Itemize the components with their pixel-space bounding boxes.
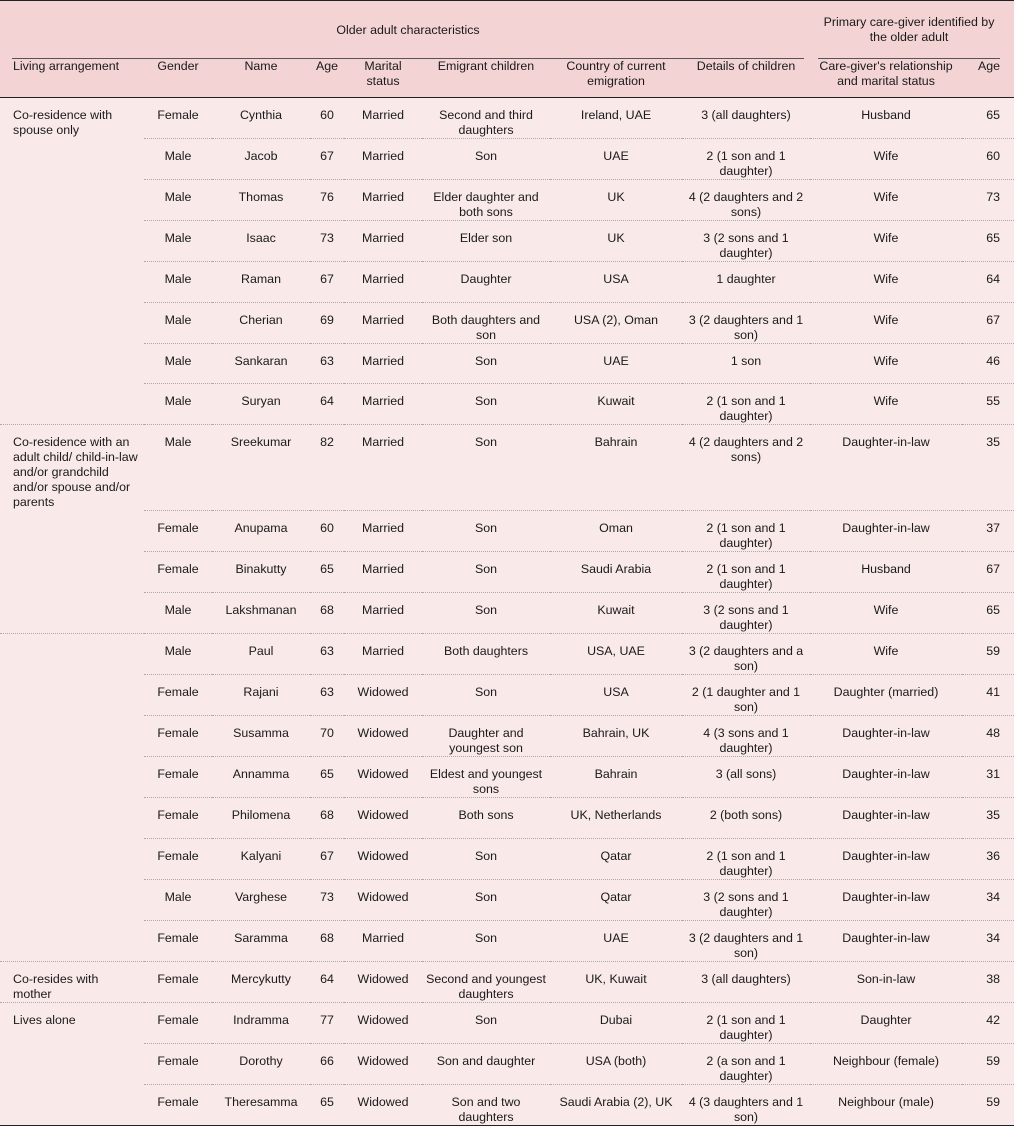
cell-details-children: 2 (1 son and 1 daughter) <box>682 1002 810 1043</box>
cell-country: USA <box>550 674 682 715</box>
cell-gender: Female <box>144 551 212 592</box>
cell-name: Varghese <box>212 879 310 920</box>
cell-gender: Female <box>144 797 212 838</box>
col-country: Country of current emigration <box>550 59 682 98</box>
cell-name: Rajani <box>212 674 310 715</box>
table-row <box>0 715 1014 756</box>
table-row <box>0 384 1014 425</box>
cell-caregiver-age: 73 <box>962 180 1014 221</box>
cell-caregiver-age: 59 <box>962 1084 1014 1125</box>
cell-age: 65 <box>310 756 344 797</box>
table-row <box>0 961 1014 1002</box>
cell-caregiver-age: 36 <box>962 838 1014 879</box>
cell-details-children: 4 (3 daughters and 1 son) <box>682 1084 810 1125</box>
table-row <box>0 425 1014 511</box>
cell-name: Annamma <box>212 756 310 797</box>
cell-emigrant-children: Son <box>422 592 550 633</box>
cell-caregiver-relationship: Daughter-in-law <box>810 838 962 879</box>
cell-caregiver-age: 67 <box>962 302 1014 343</box>
cell-caregiver-relationship: Daughter-in-law <box>810 879 962 920</box>
cell-age: 63 <box>310 633 344 674</box>
cell-country: Ireland, UAE <box>580 108 652 122</box>
cell-gender: Male <box>144 302 212 343</box>
cell-age: 67 <box>310 262 344 303</box>
cell-details-children: 4 (2 daughters and 2 sons) <box>682 425 810 511</box>
col-caregiver-age: Age <box>962 59 1014 98</box>
cell-caregiver-age: 65 <box>962 221 1014 262</box>
cell-caregiver-relationship: Daughter-in-law <box>810 715 962 756</box>
cell-age: 65 <box>310 551 344 592</box>
cell-gender: Male <box>144 180 212 221</box>
cell-marital-status: Widowed <box>344 1043 422 1084</box>
cell-living-arrangement <box>0 633 144 674</box>
cell-name: Sankaran <box>212 343 310 384</box>
cell-living-arrangement: Co-residence with an adult child/ child-in-law and/or grandchild and/or spouse and/or parents <box>0 425 144 511</box>
cell-details-children: 3 (all sons) <box>682 756 810 797</box>
cell-details-children: 2 (a son and 1 daughter) <box>682 1043 810 1084</box>
cell-living-arrangement <box>0 1084 144 1125</box>
cell-gender: Female <box>144 510 212 551</box>
cell-gender: Male <box>144 633 212 674</box>
cell-age: 63 <box>310 343 344 384</box>
cell-name: Jacob <box>212 139 310 180</box>
cell-name: Saramma <box>212 920 310 961</box>
table-row <box>0 920 1014 961</box>
cell-living-arrangement <box>0 756 144 797</box>
cell-emigrant-children: Son <box>422 343 550 384</box>
cell-living-arrangement <box>0 838 144 879</box>
table-row <box>0 98 1014 139</box>
cell-country: Qatar <box>550 879 682 920</box>
col-gender: Gender <box>144 59 212 98</box>
cell-country: Oman <box>550 510 682 551</box>
col-name: Name <box>212 59 310 98</box>
cell-caregiver-age: 65 <box>962 592 1014 633</box>
cell-details-children: 2 (1 son and 1 daughter) <box>682 384 810 425</box>
cell-emigrant-children: Both sons <box>422 797 550 838</box>
cell-caregiver-age: 35 <box>962 797 1014 838</box>
cell-living-arrangement <box>0 592 144 633</box>
cell-caregiver-age: 35 <box>962 425 1014 511</box>
cell-marital-status: Widowed <box>344 715 422 756</box>
cell-country: Saudi Arabia (2), UK <box>550 1084 682 1125</box>
cell-details-children: 1 son <box>682 343 810 384</box>
cell-living-arrangement <box>0 139 144 180</box>
cell-living-arrangement: Lives alone <box>0 1002 144 1043</box>
cell-age: 60 <box>310 510 344 551</box>
cell-marital-status: Married <box>344 302 422 343</box>
cell-country: USA <box>550 262 682 303</box>
cell-living-arrangement <box>0 262 144 303</box>
cell-caregiver-age: 46 <box>962 343 1014 384</box>
cell-caregiver-age: 34 <box>962 879 1014 920</box>
cell-gender: Male <box>144 343 212 384</box>
cell-details-children: 3 (2 daughters and 1 son) <box>682 920 810 961</box>
cell-caregiver-age: 59 <box>962 633 1014 674</box>
cell-caregiver-age: 31 <box>962 756 1014 797</box>
cell-caregiver-age: 60 <box>962 139 1014 180</box>
cell-gender: Female <box>144 838 212 879</box>
cell-emigrant-children: Elder son <box>422 221 550 262</box>
cell-details-children: 2 (1 son and 1 daughter) <box>682 838 810 879</box>
table-row <box>0 139 1014 180</box>
cell-age: 73 <box>310 221 344 262</box>
cell-name: Susamma <box>212 715 310 756</box>
cell-gender: Female <box>144 961 212 1002</box>
cell-name: Philomena <box>212 797 310 838</box>
cell-gender: Female <box>144 756 212 797</box>
cell-marital-status: Married <box>344 551 422 592</box>
cell-name: Suryan <box>212 384 310 425</box>
table-row <box>0 879 1014 920</box>
cell-living-arrangement <box>0 510 144 551</box>
cell-age: 69 <box>310 302 344 343</box>
cell-gender: Female <box>144 1002 212 1043</box>
cell-country: Saudi Arabia <box>550 551 682 592</box>
col-age: Age <box>310 59 344 98</box>
cell-caregiver-relationship: Daughter-in-law <box>810 920 962 961</box>
cell-name: Lakshmanan <box>212 592 310 633</box>
cell-caregiver-relationship: Son-in-law <box>810 961 962 1002</box>
cell-age: 66 <box>310 1043 344 1084</box>
cell-marital-status: Widowed <box>344 961 422 1002</box>
cell-country: UK, Netherlands <box>550 797 682 838</box>
group-header-row <box>0 1 1014 60</box>
cell-marital-status: Married <box>344 180 422 221</box>
cell-caregiver-relationship: Neighbour (female) <box>810 1043 962 1084</box>
cell-marital-status: Married <box>344 510 422 551</box>
cell-details-children: 3 (2 daughters and a son) <box>682 633 810 674</box>
cell-details-children: 2 (1 son and 1 daughter) <box>682 139 810 180</box>
cell-name: Sreekumar <box>212 425 310 511</box>
table-row <box>0 221 1014 262</box>
cell-name: Kalyani <box>212 838 310 879</box>
cell-living-arrangement <box>0 674 144 715</box>
cell-gender: Male <box>144 592 212 633</box>
cell-caregiver-relationship: Daughter-in-law <box>810 756 962 797</box>
cell-marital-status: Married <box>362 108 404 122</box>
cell-gender: Female <box>157 108 199 122</box>
cell-gender: Female <box>144 920 212 961</box>
cell-name: Indramma <box>212 1002 310 1043</box>
cell-emigrant-children: Son <box>422 1002 550 1043</box>
cell-age: 64 <box>310 384 344 425</box>
cell-country: Kuwait <box>550 384 682 425</box>
cell-marital-status: Married <box>344 425 422 511</box>
cell-name: Cynthia <box>239 108 282 122</box>
cell-marital-status: Married <box>344 633 422 674</box>
cell-country: UAE <box>550 343 682 384</box>
col-emigrant-children: Emigrant children <box>422 59 550 98</box>
cell-living-arrangement <box>0 715 144 756</box>
cell-caregiver-age: 55 <box>962 384 1014 425</box>
cell-caregiver-relationship: Husband <box>810 551 962 592</box>
cell-gender: Female <box>144 1043 212 1084</box>
col-marital-status: Marital status <box>344 59 422 98</box>
column-header-row <box>0 59 1014 98</box>
cell-living-arrangement <box>0 302 144 343</box>
cell-caregiver-relationship: Wife <box>810 139 962 180</box>
col-living-arrangement: Living arrangement <box>0 59 144 98</box>
cell-name: Paul <box>212 633 310 674</box>
cell-living-arrangement <box>0 1043 144 1084</box>
cell-country: UK <box>550 180 682 221</box>
cell-caregiver-relationship: Daughter-in-law <box>810 510 962 551</box>
cell-emigrant-children: Second and third daughters <box>439 108 533 137</box>
cell-emigrant-children: Son <box>422 838 550 879</box>
group-header-left: Older adult characteristics <box>12 1 804 59</box>
cell-caregiver-relationship: Wife <box>810 384 962 425</box>
cell-emigrant-children: Son <box>422 879 550 920</box>
cell-caregiver-age: 64 <box>962 262 1014 303</box>
cell-gender: Male <box>144 384 212 425</box>
cell-caregiver-age: 37 <box>962 510 1014 551</box>
cell-country: Bahrain <box>550 756 682 797</box>
table-row <box>0 797 1014 838</box>
cell-emigrant-children: Second and youngest daughters <box>422 961 550 1002</box>
cell-gender: Male <box>144 262 212 303</box>
cell-caregiver-relationship: Wife <box>810 262 962 303</box>
cell-age: 73 <box>310 879 344 920</box>
cell-details-children: 3 (2 daughters and 1 son) <box>682 302 810 343</box>
cell-country: Bahrain, UK <box>550 715 682 756</box>
table-row <box>0 592 1014 633</box>
cell-name: Isaac <box>212 221 310 262</box>
cell-age: 77 <box>310 1002 344 1043</box>
cell-gender: Male <box>144 879 212 920</box>
table-row <box>0 262 1014 303</box>
cell-country: UAE <box>550 139 682 180</box>
cell-living-arrangement <box>0 384 144 425</box>
cell-gender: Female <box>144 674 212 715</box>
table-row <box>0 180 1014 221</box>
table-row <box>0 674 1014 715</box>
cell-marital-status: Widowed <box>344 838 422 879</box>
cell-marital-status: Widowed <box>344 1002 422 1043</box>
cell-marital-status: Married <box>344 262 422 303</box>
cell-age: 64 <box>310 961 344 1002</box>
table-row <box>0 551 1014 592</box>
cell-name: Theresamma <box>212 1084 310 1125</box>
cell-gender: Male <box>144 139 212 180</box>
cell-marital-status: Married <box>344 920 422 961</box>
cell-name: Cherian <box>212 302 310 343</box>
cell-name: Binakutty <box>212 551 310 592</box>
cell-living-arrangement <box>0 920 144 961</box>
cell-caregiver-age: 41 <box>962 674 1014 715</box>
cell-emigrant-children: Daughter <box>422 262 550 303</box>
cell-name: Dorothy <box>212 1043 310 1084</box>
cell-caregiver-age: 42 <box>962 1002 1014 1043</box>
cell-details-children: 2 (1 son and 1 daughter) <box>682 510 810 551</box>
cell-emigrant-children: Eldest and youngest sons <box>422 756 550 797</box>
table-body <box>0 98 1014 1126</box>
cell-marital-status: Widowed <box>344 797 422 838</box>
cell-emigrant-children: Son and two daughters <box>422 1084 550 1125</box>
cell-living-arrangement: Co-resides with mother <box>0 961 144 1002</box>
cell-marital-status: Married <box>344 592 422 633</box>
cell-caregiver-relationship: Wife <box>810 343 962 384</box>
cell-emigrant-children: Son <box>422 139 550 180</box>
cell-age: 67 <box>310 139 344 180</box>
cell-age: 65 <box>310 1084 344 1125</box>
cell-emigrant-children: Elder daughter and both sons <box>422 180 550 221</box>
cell-marital-status: Married <box>344 343 422 384</box>
cell-living-arrangement <box>0 343 144 384</box>
cell-age: 60 <box>320 108 334 122</box>
cell-marital-status: Married <box>344 221 422 262</box>
cell-age: 63 <box>310 674 344 715</box>
cell-marital-status: Married <box>344 384 422 425</box>
cell-caregiver-age: 59 <box>962 1043 1014 1084</box>
cell-caregiver-relationship: Daughter-in-law <box>810 797 962 838</box>
table-row <box>0 1084 1014 1125</box>
cell-country: Kuwait <box>550 592 682 633</box>
cell-country: Bahrain <box>550 425 682 511</box>
cell-details-children: 3 (all daughters) <box>682 961 810 1002</box>
cell-emigrant-children: Son <box>422 510 550 551</box>
cell-details-children: 3 (2 sons and 1 daughter) <box>682 879 810 920</box>
cell-gender: Male <box>144 425 212 511</box>
cell-age: 70 <box>310 715 344 756</box>
cell-details-children: 3 (all daughters) <box>701 108 791 122</box>
cell-gender: Female <box>144 715 212 756</box>
table-row <box>0 343 1014 384</box>
cell-living-arrangement <box>0 221 144 262</box>
group-header-right: Primary care-giver identified by the older adult <box>818 1 1000 59</box>
cell-country: Dubai <box>550 1002 682 1043</box>
cell-details-children: 3 (2 sons and 1 daughter) <box>682 221 810 262</box>
cell-country: USA, UAE <box>550 633 682 674</box>
cell-emigrant-children: Son <box>422 425 550 511</box>
cell-living-arrangement: Co-residence with spouse only <box>13 108 113 137</box>
cell-country: UK <box>550 221 682 262</box>
cell-caregiver-relationship: Daughter <box>810 1002 962 1043</box>
cell-name: Thomas <box>212 180 310 221</box>
cell-emigrant-children: Son and daughter <box>422 1043 550 1084</box>
cell-age: 68 <box>310 592 344 633</box>
cell-gender: Female <box>144 1084 212 1125</box>
cell-caregiver-relationship: Husband <box>861 108 911 122</box>
cell-country: USA (2), Oman <box>550 302 682 343</box>
cell-gender: Male <box>144 221 212 262</box>
cell-caregiver-age: 34 <box>962 920 1014 961</box>
cell-age: 82 <box>310 425 344 511</box>
cell-caregiver-relationship: Wife <box>810 221 962 262</box>
cell-country: UK, Kuwait <box>550 961 682 1002</box>
cell-living-arrangement <box>0 180 144 221</box>
cell-living-arrangement <box>0 797 144 838</box>
cell-caregiver-relationship: Wife <box>810 592 962 633</box>
cell-name: Raman <box>212 262 310 303</box>
table-row <box>0 633 1014 674</box>
cell-caregiver-relationship: Wife <box>810 180 962 221</box>
cell-caregiver-relationship: Neighbour (male) <box>810 1084 962 1125</box>
cell-details-children: 1 daughter <box>682 262 810 303</box>
cell-age: 68 <box>310 920 344 961</box>
cell-caregiver-relationship: Wife <box>810 633 962 674</box>
cell-name: Anupama <box>212 510 310 551</box>
cell-emigrant-children: Son <box>422 384 550 425</box>
cell-details-children: 2 (both sons) <box>682 797 810 838</box>
cell-emigrant-children: Both daughters <box>422 633 550 674</box>
cell-caregiver-relationship: Daughter-in-law <box>810 425 962 511</box>
cell-country: USA (both) <box>550 1043 682 1084</box>
cell-name: Mercykutty <box>212 961 310 1002</box>
cell-details-children: 3 (2 sons and 1 daughter) <box>682 592 810 633</box>
cell-details-children: 4 (3 sons and 1 daughter) <box>682 715 810 756</box>
col-details-children: Details of children <box>682 59 810 98</box>
cell-caregiver-age: 38 <box>962 961 1014 1002</box>
cell-caregiver-age: 65 <box>986 108 1000 122</box>
cell-living-arrangement <box>0 879 144 920</box>
cell-marital-status: Widowed <box>344 674 422 715</box>
cell-emigrant-children: Son <box>422 551 550 592</box>
cell-country: UAE <box>550 920 682 961</box>
table-row <box>0 838 1014 879</box>
table-row <box>0 1043 1014 1084</box>
cell-marital-status: Married <box>344 139 422 180</box>
cell-age: 67 <box>310 838 344 879</box>
cell-marital-status: Widowed <box>344 756 422 797</box>
cell-emigrant-children: Son <box>422 674 550 715</box>
table-row <box>0 756 1014 797</box>
cell-country: Qatar <box>550 838 682 879</box>
cell-emigrant-children: Daughter and youngest son <box>422 715 550 756</box>
cell-marital-status: Widowed <box>344 1084 422 1125</box>
cell-age: 68 <box>310 797 344 838</box>
cell-emigrant-children: Both daughters and son <box>422 302 550 343</box>
cell-details-children: 4 (2 daughters and 2 sons) <box>682 180 810 221</box>
cell-emigrant-children: Son <box>422 920 550 961</box>
cell-caregiver-age: 48 <box>962 715 1014 756</box>
cell-caregiver-age: 67 <box>962 551 1014 592</box>
cell-details-children: 2 (1 son and 1 daughter) <box>682 551 810 592</box>
cell-marital-status: Widowed <box>344 879 422 920</box>
table-row <box>0 302 1014 343</box>
table-row <box>0 510 1014 551</box>
table-row <box>0 1002 1014 1043</box>
cell-age: 76 <box>310 180 344 221</box>
cell-caregiver-relationship: Daughter (married) <box>810 674 962 715</box>
col-caregiver-relationship: Care-giver's relationship and marital status <box>810 59 962 98</box>
cell-caregiver-relationship: Wife <box>810 302 962 343</box>
cell-details-children: 2 (1 daughter and 1 son) <box>682 674 810 715</box>
cell-living-arrangement <box>0 551 144 592</box>
